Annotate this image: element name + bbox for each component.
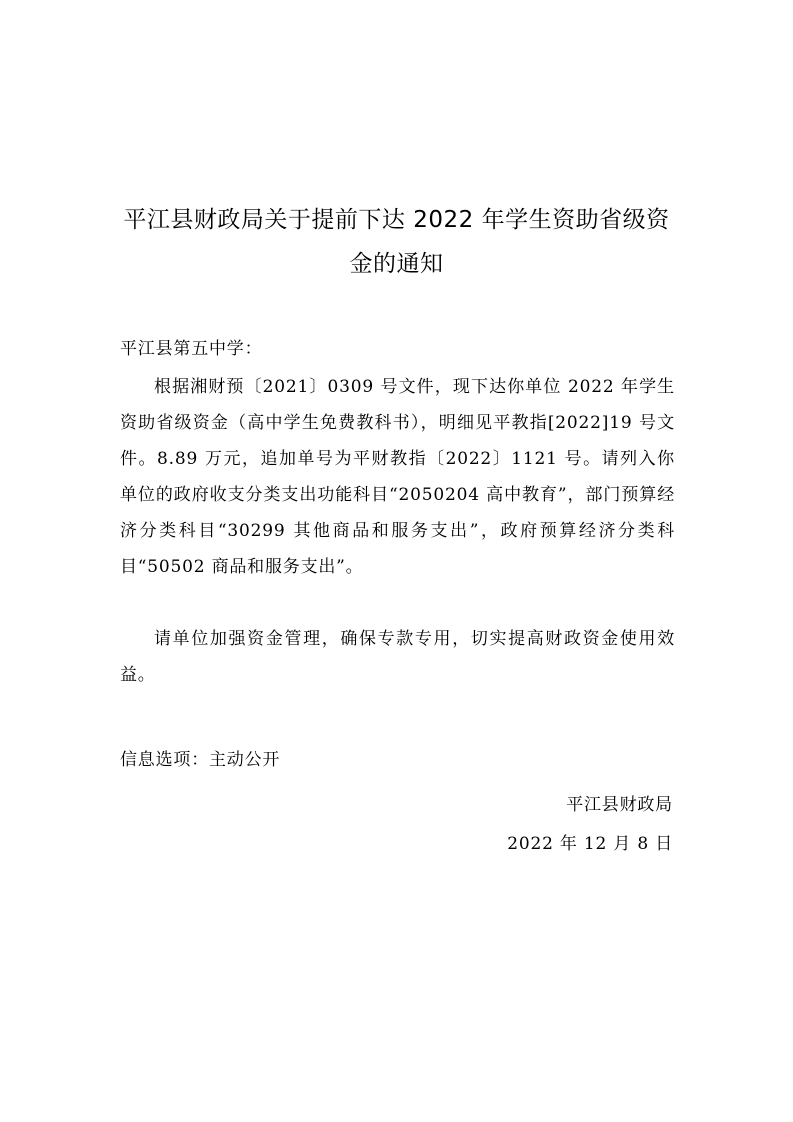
signature-date: 2022 年 12 月 8 日 [507,834,673,854]
title-line-1: 平江县财政局关于提前下达 2022 年学生资助省级资 [123,207,670,233]
signature-organization: 平江县财政局 [566,795,673,815]
paragraph-funding-details: 根据湘财预〔2021〕0309 号文件，现下达你单位 2022 年学生资助省级资金（高中学生免费教科书），明细见平教指[2022]19 号文件。8.89 万元，追加单号为平财教指〔2022〕1121 号。请列入你单位的政府收支分类支出功能科目“2050204 高中教育”，部门预算经济分类科目“30299 其他商品和服务支出”，政府预算经济分类科目“50502 商品和服务支出”。 [120,377,675,577]
document-title [110,198,683,286]
disclosure-option: 信息选项：主动公开 [120,750,281,770]
paragraph-management-request: 请单位加强资金管理，确保专款专用，切实提高财政资金使用效益。 [120,629,675,685]
salutation: 平江县第五中学： [120,339,263,359]
title-line-2: 金的通知 [349,251,444,277]
